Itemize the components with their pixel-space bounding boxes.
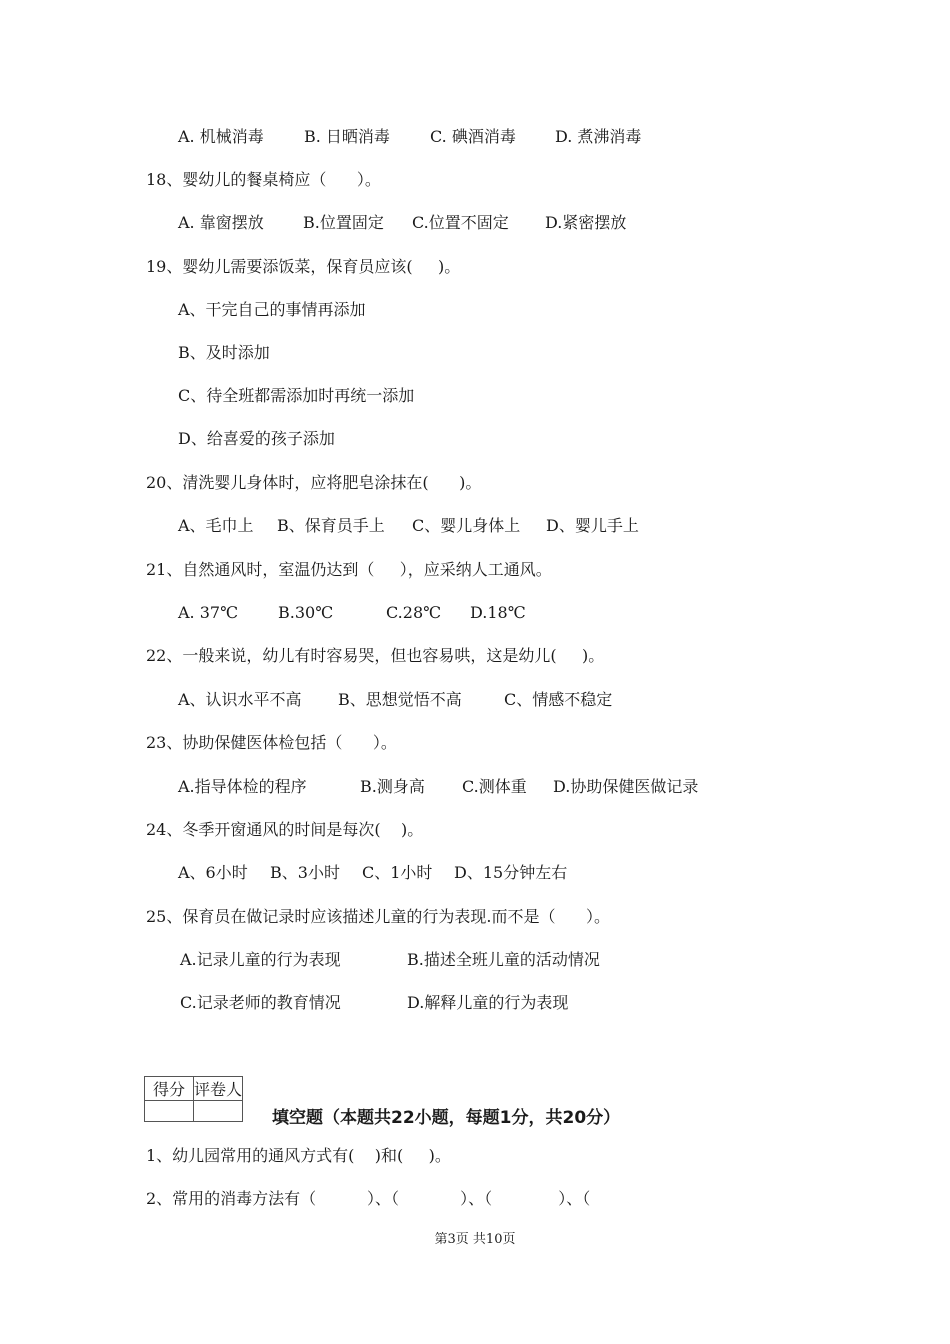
score-table — [144, 1076, 243, 1122]
q17-option-a: A. 机械消毒 — [178, 127, 264, 146]
q23-option-d: D.协助保健医做记录 — [553, 777, 699, 796]
q18-option-b: B.位置固定 — [303, 213, 384, 232]
q24-option-d: D、15分钟左右 — [454, 863, 568, 882]
q21-option-b: B.30℃ — [278, 603, 334, 622]
q21-option-a: A. 37℃ — [178, 603, 238, 622]
q23-option-b: B.测身高 — [360, 777, 425, 796]
fill-question-2: 2、常用的消毒方法有（ ）、（ ）、（ ）、（ — [146, 1189, 591, 1208]
q22-question: 22、一般来说，幼儿有时容易哭，但也容易哄，这是幼儿( )。 — [146, 646, 605, 665]
grader-label: 评卷人 — [194, 1077, 243, 1101]
q18-option-d: D.紧密摆放 — [545, 213, 627, 232]
q23-option-c: C.测体重 — [462, 777, 527, 796]
q25-option-b: B.描述全班儿童的活动情况 — [407, 950, 600, 969]
q21-option-d: D.18℃ — [470, 603, 526, 622]
q18-option-a: A. 靠窗摆放 — [178, 213, 264, 232]
section-title: 填空题（本题共22小题，每题1分，共20分） — [272, 1108, 621, 1128]
q19-option-b: B、及时添加 — [178, 343, 270, 362]
score-cell[interactable] — [145, 1101, 194, 1122]
q20-option-b: B、保育员手上 — [277, 516, 385, 535]
q20-option-d: D、婴儿手上 — [546, 516, 639, 535]
q19-question: 19、婴幼儿需要添饭菜，保育员应该( )。 — [146, 257, 461, 276]
q19-option-c: C、待全班都需添加时再统一添加 — [178, 386, 415, 405]
q24-option-a: A、6小时 — [178, 863, 248, 882]
q24-option-b: B、3小时 — [270, 863, 340, 882]
q22-option-c: C、情感不稳定 — [504, 690, 613, 709]
q20-question: 20、清洗婴儿身体时，应将肥皂涂抹在( )。 — [146, 473, 482, 492]
q17-option-c: C. 碘酒消毒 — [430, 127, 516, 146]
q23-option-a: A.指导体检的程序 — [178, 777, 307, 796]
q25-question: 25、保育员在做记录时应该描述儿童的行为表现.而不是（ ）。 — [146, 907, 610, 926]
q21-option-c: C.28℃ — [386, 603, 442, 622]
grader-cell[interactable] — [194, 1101, 243, 1122]
q24-question: 24、冬季开窗通风的时间是每次( )。 — [146, 820, 424, 839]
q18-question: 18、婴幼儿的餐桌椅应（ ）。 — [146, 170, 381, 189]
q18-option-c: C.位置不固定 — [412, 213, 509, 232]
q24-option-c: C、1小时 — [362, 863, 433, 882]
q22-option-a: A、认识水平不高 — [178, 690, 302, 709]
q25-option-a: A.记录儿童的行为表现 — [180, 950, 341, 969]
q20-option-c: C、婴儿身体上 — [412, 516, 521, 535]
q25-option-c: C.记录老师的教育情况 — [180, 993, 341, 1012]
q25-option-d: D.解释儿童的行为表现 — [407, 993, 569, 1012]
q23-question: 23、协助保健医体检包括（ ）。 — [146, 733, 397, 752]
q19-option-a: A、干完自己的事情再添加 — [178, 300, 366, 319]
q21-question: 21、自然通风时，室温仍达到（ ），应采纳人工通风。 — [146, 560, 552, 579]
q17-option-b: B. 日晒消毒 — [304, 127, 390, 146]
score-label: 得分 — [145, 1077, 194, 1101]
q20-option-a: A、毛巾上 — [178, 516, 254, 535]
q17-option-d: D. 煮沸消毒 — [555, 127, 642, 146]
fill-question-1: 1、幼儿园常用的通风方式有( )和( )。 — [146, 1146, 451, 1165]
q22-option-b: B、思想觉悟不高 — [338, 690, 462, 709]
page-footer: 第3页 共10页 — [434, 1232, 516, 1247]
q19-option-d: D、给喜爱的孩子添加 — [178, 429, 335, 448]
